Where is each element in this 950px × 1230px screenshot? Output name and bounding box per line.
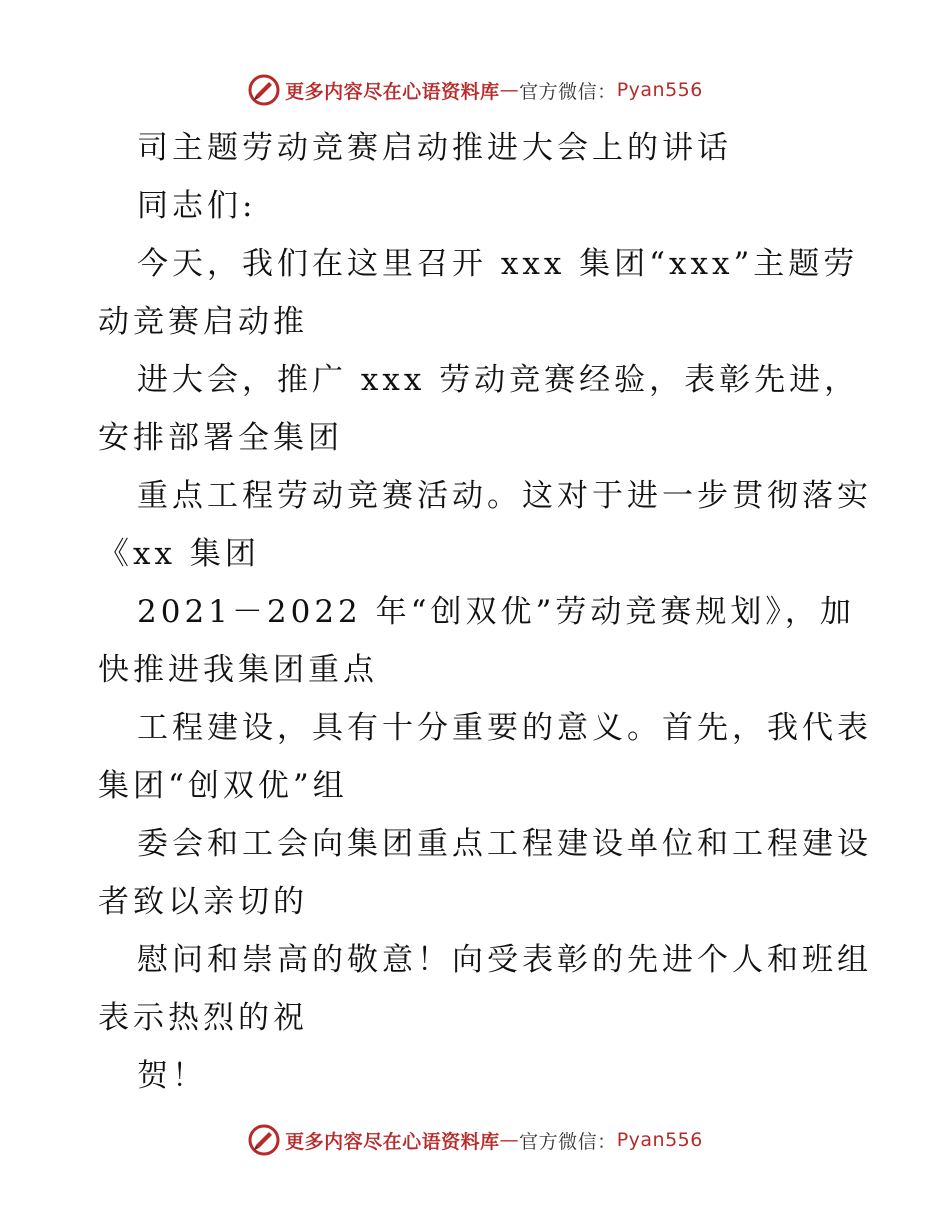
paragraph-line: 贺！ [137,1058,207,1094]
watermark-contact-id: Pyan556 [616,79,703,101]
paragraph-line: 集团“创双优”组 [98,768,348,804]
header-watermark [0,70,950,110]
paragraph-line: 委会和工会向集团重点工程建设单位和工程建设 [137,826,872,862]
footer-watermark [0,1120,950,1160]
paragraph-line: 者致以亲切的 [98,884,308,920]
watermark-contact-label: 官方微信： [519,1130,617,1153]
watermark-separator: — [499,79,520,101]
paragraph-line: 工程建设，具有十分重要的意义。首先，我代表 [137,710,872,746]
watermark-contact-label: 官方微信： [519,80,617,103]
paragraph-line: 慰问和崇高的敬意！向受表彰的先进个人和班组 [137,942,872,978]
watermark-site-text: 更多内容尽在心语资料库 [285,80,500,103]
pen-heart-logo-icon [247,73,281,107]
paragraph-line: 快推进我集团重点 [98,652,378,688]
paragraph-line: 2021－2022 年“创双优”劳动竞赛规划》，加 [137,594,855,630]
paragraph-line: 安排部署全集团 [98,420,343,456]
watermark-site-text: 更多内容尽在心语资料库 [285,1130,500,1153]
paragraph-line: 表示热烈的祝 [98,1000,308,1036]
paragraph-line: 进大会，推广 xxx 劳动竞赛经验，表彰先进， [137,362,860,398]
paragraph-line: 重点工程劳动竞赛活动。这对于进一步贯彻落实 [137,478,872,514]
document-title-line: 司主题劳动竞赛启动推进大会上的讲话 [137,130,732,166]
salutation-line: 同志们: [137,188,257,224]
watermark-separator: — [499,1129,520,1151]
paragraph-line: 今天，我们在这里召开 xxx 集团“xxx”主题劳 [137,246,859,282]
pen-heart-logo-icon [247,1123,281,1157]
paragraph-line: 《xx 集团 [98,536,260,572]
paragraph-line: 动竞赛启动推 [98,304,308,340]
watermark-contact-id: Pyan556 [616,1129,703,1151]
